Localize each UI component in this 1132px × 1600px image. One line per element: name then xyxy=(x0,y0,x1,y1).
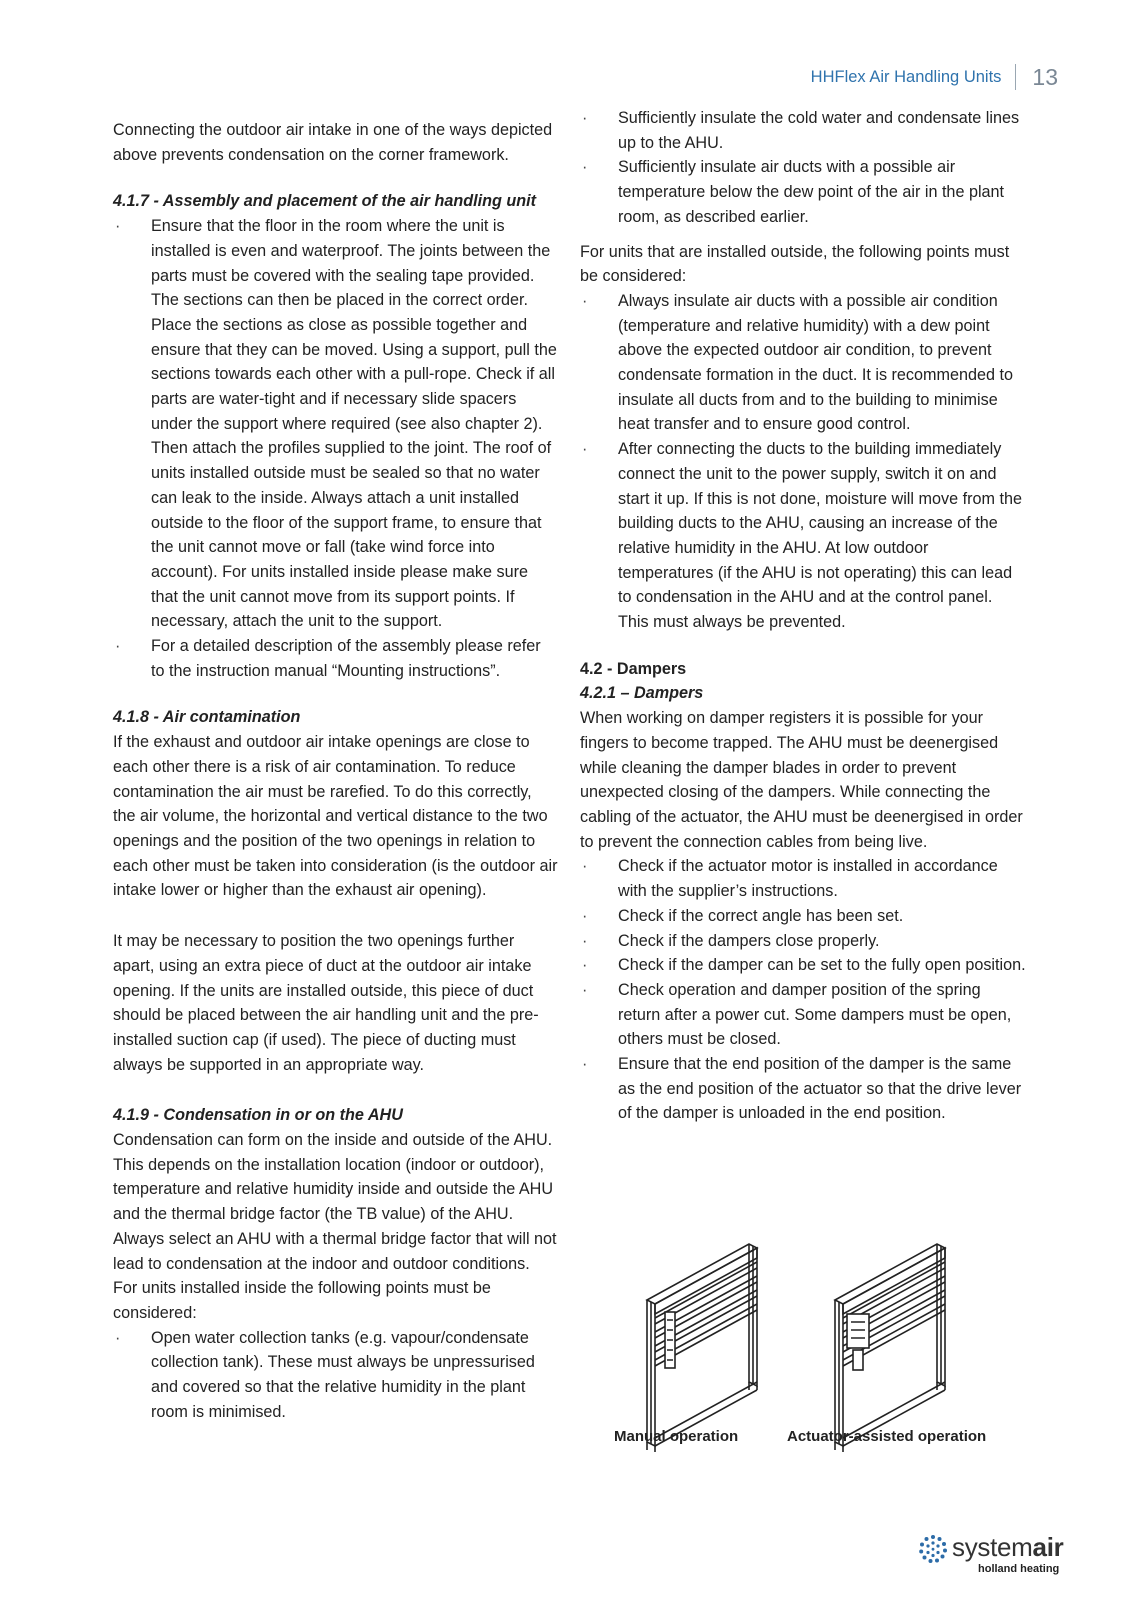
list-item: · Check operation and damper position of the spring return after a power cut. Some dampers must be open, others must be closed. xyxy=(580,978,1026,1052)
header-divider xyxy=(1015,64,1016,90)
section-4-1-7-heading: 4.1.7 - Assembly and placement of the air handling unit xyxy=(113,192,537,211)
page-number: 13 xyxy=(1032,63,1058,90)
damper-figures xyxy=(605,1242,1025,1502)
list-item: · Sufficiently insulate air ducts with a possible air temperature below the dew point of the air in the plant room, as described earlier. xyxy=(580,155,1026,229)
actuator-damper-drawing xyxy=(833,1242,957,1452)
actuator-operation-caption: Actuator-assisted operation xyxy=(787,1428,987,1445)
list-item: · Ensure that the end position of the damper is the same as the end position of the actuator so that the drive lever of the damper is unloaded in the end position. xyxy=(580,1052,1026,1126)
section-4-1-9-paragraph: Condensation can form on the inside and outside of the AHU. This depends on the installation location (indoor or outdoor), temperature and relative humidity inside and outside the AHU and the thermal bridge factor (the TB value) of the AHU. Always select an AHU with a thermal bridge factor that will not lead to condensation at the indoor and outdoor conditions. For units installed inside the following points must be considered: xyxy=(113,1131,557,1322)
list-item: · Check if the dampers close properly. xyxy=(580,929,1026,954)
section-4-1-8-paragraph-2: It may be necessary to position the two openings further apart, using an extra piece of duct at the outdoor air intake opening. If the units are installed outside, this piece of duct should be placed between the air handling unit and the pre-installed suction cap (if used). The piece of ducting must always be supported in an appropriate way. xyxy=(113,932,539,1074)
logo-wordmark: systemair xyxy=(952,1532,1064,1562)
section-4-1-9-list xyxy=(113,1326,558,1425)
intro-paragraph: Connecting the outdoor air intake in one of the ways depicted above prevents condensation on the corner framework. xyxy=(113,121,553,164)
list-item: · After connecting the ducts to the building immediately connect the unit to the power supply, switch it on and start it up. If this is not done, moisture will move from the building ducts to the AHU, causing an increase of the relative humidity in the AHU. At low outdoor temperatures (if the AHU is not operating) this can lead to condensation in the AHU and at the control panel. This must always be prevented. xyxy=(580,437,1026,635)
section-4-2-1-heading: 4.2.1 – Dampers xyxy=(580,684,704,703)
damper-checklist xyxy=(580,854,1026,1126)
list-item: · Check if the correct angle has been set. xyxy=(580,904,1026,929)
list-item: · Sufficiently insulate the cold water and condensate lines up to the AHU. xyxy=(580,106,1026,155)
section-4-1-7-list xyxy=(113,214,558,683)
section-4-2-1-paragraph: When working on damper registers it is possible for your fingers to become trapped. The AHU must be deenergised while cleaning the damper blades in order to prevent unexpected closing of the dampers. While connecting the cabling of the actuator, the AHU must be deenergised in order to prevent the connection cables from being live. xyxy=(580,709,1023,851)
section-4-1-9-heading: 4.1.9 - Condensation in or on the AHU xyxy=(113,1106,403,1125)
outdoor-points-list xyxy=(580,289,1026,635)
right-column xyxy=(580,106,1026,1126)
list-item: · Always insulate air ducts with a possible air condition (temperature and relative humidity) with a dew point above the expected outdoor air condition, to prevent condensate formation in the duct. It is recommended to insulate all ducts from and to the building to minimise heat transfer and to ensure good control. xyxy=(580,289,1026,437)
page-header xyxy=(811,62,1058,92)
document-title: HHFlex Air Handling Units xyxy=(810,67,1002,86)
list-item: · Open water collection tanks (e.g. vapour/condensate collection tank). These must always be unpressurised and covered so that the relative humidity in the plant room is minimised. xyxy=(113,1326,558,1425)
manual-damper-drawing xyxy=(645,1242,765,1452)
list-item: · Ensure that the floor in the room where the unit is installed is even and waterproof. The joints between the parts must be covered with the sealing tape provided. The sections can then be placed in the correct order. Place the sections as close as possible together and ensure that they can be moved. Using a support, pull the sections towards each other with a pull-rope. Check if all parts are water-tight and if necessary slide spacers under the support where required (see also chapter 2). Then attach the profiles supplied to the joint. The roof of units installed outside must be sealed so that no water can leak to the inside. Always attach a unit installed outside to the floor of the support frame, to ensure that the unit cannot move or fall (take wind force into account). For units installed inside please make sure that the unit cannot move from its support points. If necessary, attach the unit to the support. xyxy=(113,214,558,634)
list-item: · Check if the damper can be set to the fully open position. xyxy=(580,953,1026,978)
indoor-points-list xyxy=(580,106,1026,230)
section-4-2-heading: 4.2 - Dampers xyxy=(580,659,687,678)
systemair-logo xyxy=(918,1532,1064,1578)
outside-intro-paragraph: For units that are installed outside, the following points must be considered: xyxy=(580,242,1010,286)
logo-subtitle: holland heating xyxy=(978,1563,1060,1575)
left-column xyxy=(113,118,558,1424)
systemair-emblem-icon xyxy=(918,1534,948,1564)
section-4-1-8-heading: 4.1.8 - Air contamination xyxy=(113,708,301,727)
section-4-1-8-paragraph-1: If the exhaust and outdoor air intake openings are close to each other there is a risk of air contamination. To reduce contamination the air must be rarefied. To do this correctly, the air volume, the horizontal and vertical distance to the two openings and the position of the two openings in relation to each other must be taken into consideration (is the outdoor air intake lower or higher than the exhaust air opening). xyxy=(113,733,558,900)
manual-operation-caption: Manual operation xyxy=(614,1428,739,1445)
list-item: · For a detailed description of the assembly please refer to the instruction manual “Mounting instructions”. xyxy=(113,634,558,683)
list-item: · Check if the actuator motor is installed in accordance with the supplier’s instructions. xyxy=(580,854,1026,903)
